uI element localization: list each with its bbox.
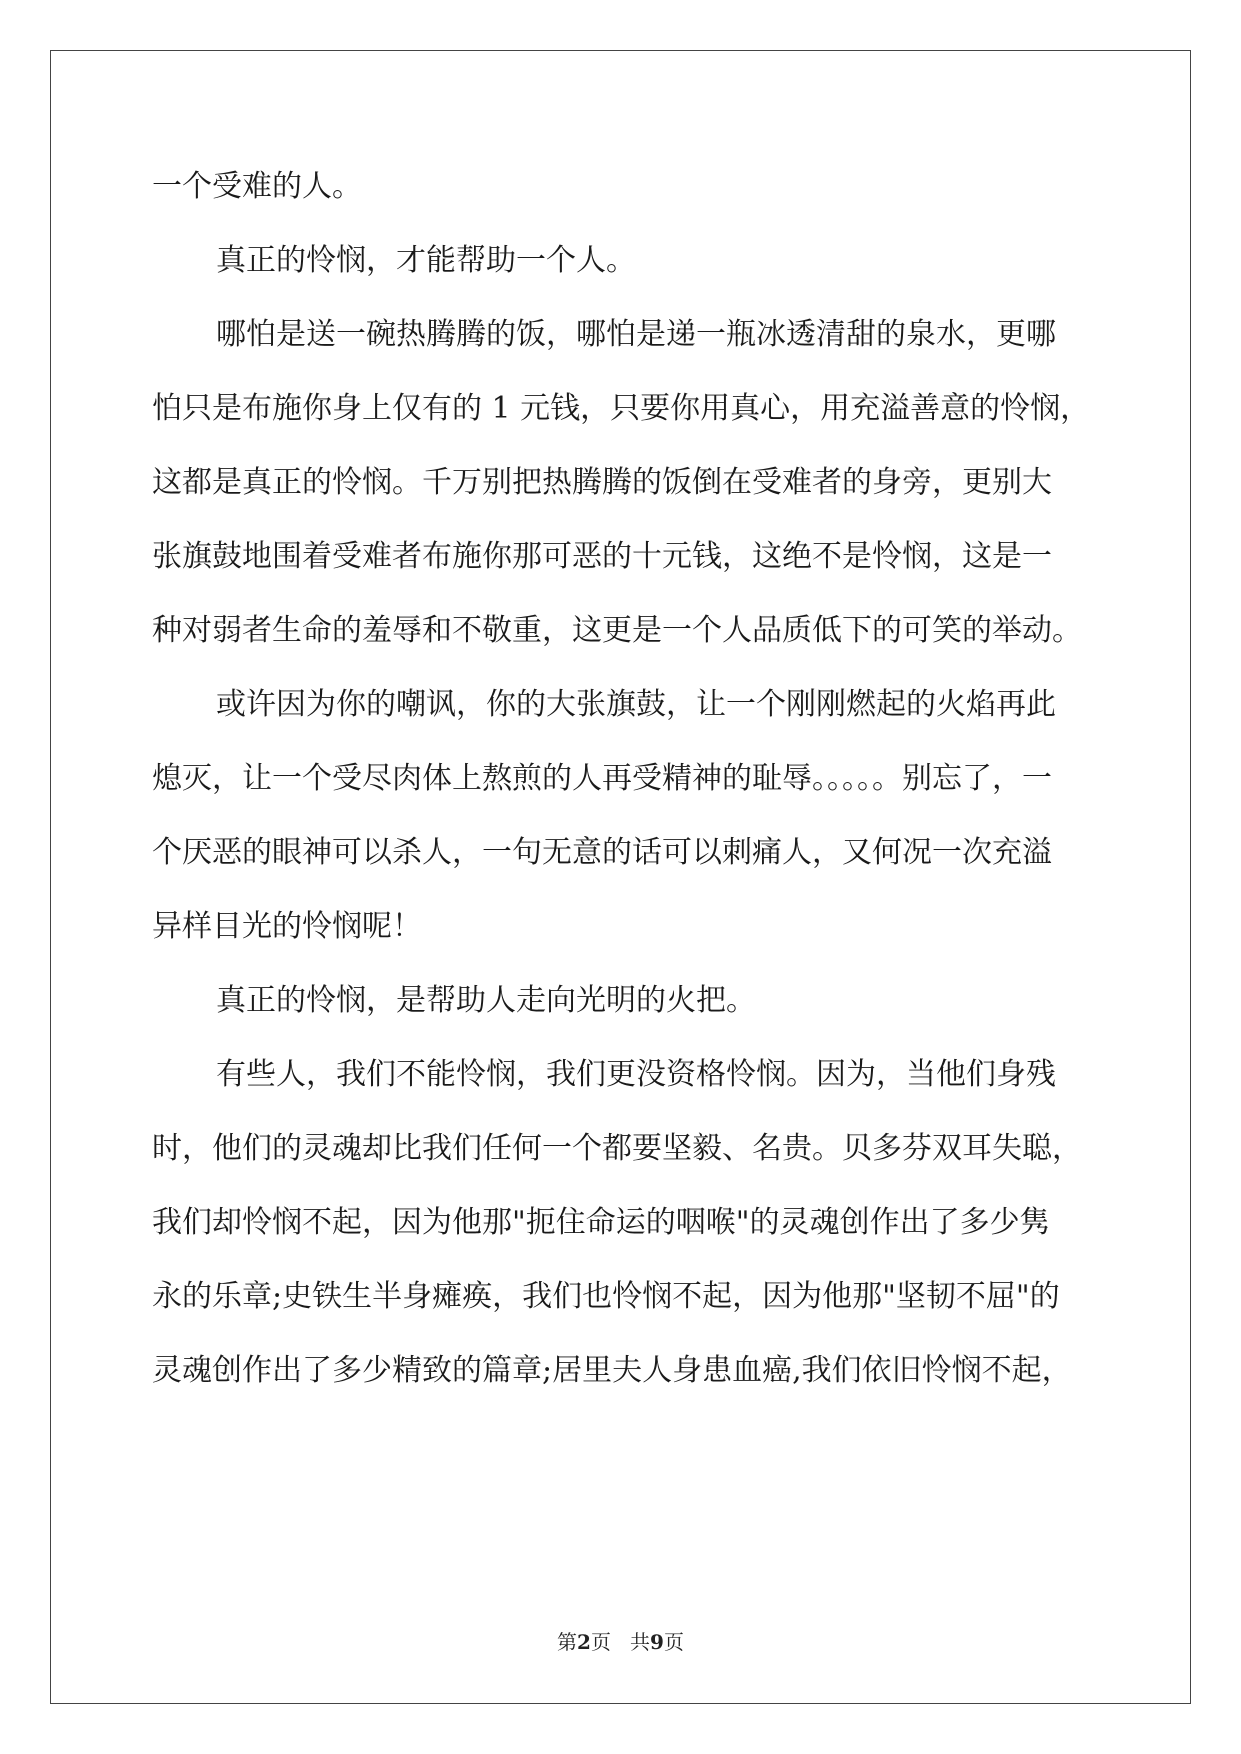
text-line: 我们却怜悯不起，因为他那"扼住命运的咽喉"的灵魂创作出了多少隽 [152, 1205, 1050, 1240]
page-footer [0, 1626, 1241, 1655]
body-text [152, 150, 1102, 1408]
total-prefix: 共 [630, 1630, 651, 1654]
text-line: 这都是真正的怜悯。千万别把热腾腾的饭倒在受难者的身旁，更别大 [152, 465, 1052, 500]
text-line: 一个受难的人。 [152, 169, 362, 204]
text-line: 真正的怜悯，是帮助人走向光明的火把。 [216, 983, 756, 1018]
text-line: 怕只是布施你身上仅有的 1 元钱，只要你用真心，用充溢善意的怜悯， [152, 391, 1091, 426]
text-line: 异样目光的怜悯呢！ [152, 909, 422, 944]
text-line: 时，他们的灵魂却比我们任何一个都要坚毅、名贵。贝多芬双耳失聪， [152, 1131, 1082, 1166]
text-line: 个厌恶的眼神可以杀人，一句无意的话可以刺痛人，又何况一次充溢 [152, 835, 1052, 870]
page-suffix: 页 [590, 1630, 611, 1654]
text-line: 或许因为你的嘲讽，你的大张旗鼓，让一个刚刚燃起的火焰再此 [216, 687, 1056, 722]
text-line: 种对弱者生命的羞辱和不敬重，这更是一个人品质低下的可笑的举动。 [152, 613, 1082, 648]
total-suffix: 页 [663, 1630, 684, 1654]
text-line: 张旗鼓地围着受难者布施你那可恶的十元钱，这绝不是怜悯，这是一 [152, 539, 1052, 574]
text-line: 哪怕是送一碗热腾腾的饭，哪怕是递一瓶冰透清甜的泉水，更哪 [216, 317, 1056, 352]
text-line: 永的乐章;史铁生半身瘫痪，我们也怜悯不起，因为他那"坚韧不屈"的 [152, 1279, 1060, 1314]
page-number: 2 [577, 1630, 591, 1654]
page-prefix: 第 [557, 1630, 578, 1654]
text-line: 灵魂创作出了多少精致的篇章;居里夫人身患血癌,我们依旧怜悯不起， [152, 1353, 1072, 1388]
text-line: 真正的怜悯，才能帮助一个人。 [216, 243, 636, 278]
text-line: 有些人，我们不能怜悯，我们更没资格怜悯。因为，当他们身残 [216, 1057, 1056, 1092]
text-line: 熄灭，让一个受尽肉体上熬煎的人再受精神的耻辱。。。。。别忘了，一 [152, 761, 1052, 796]
total-pages: 9 [650, 1630, 664, 1654]
